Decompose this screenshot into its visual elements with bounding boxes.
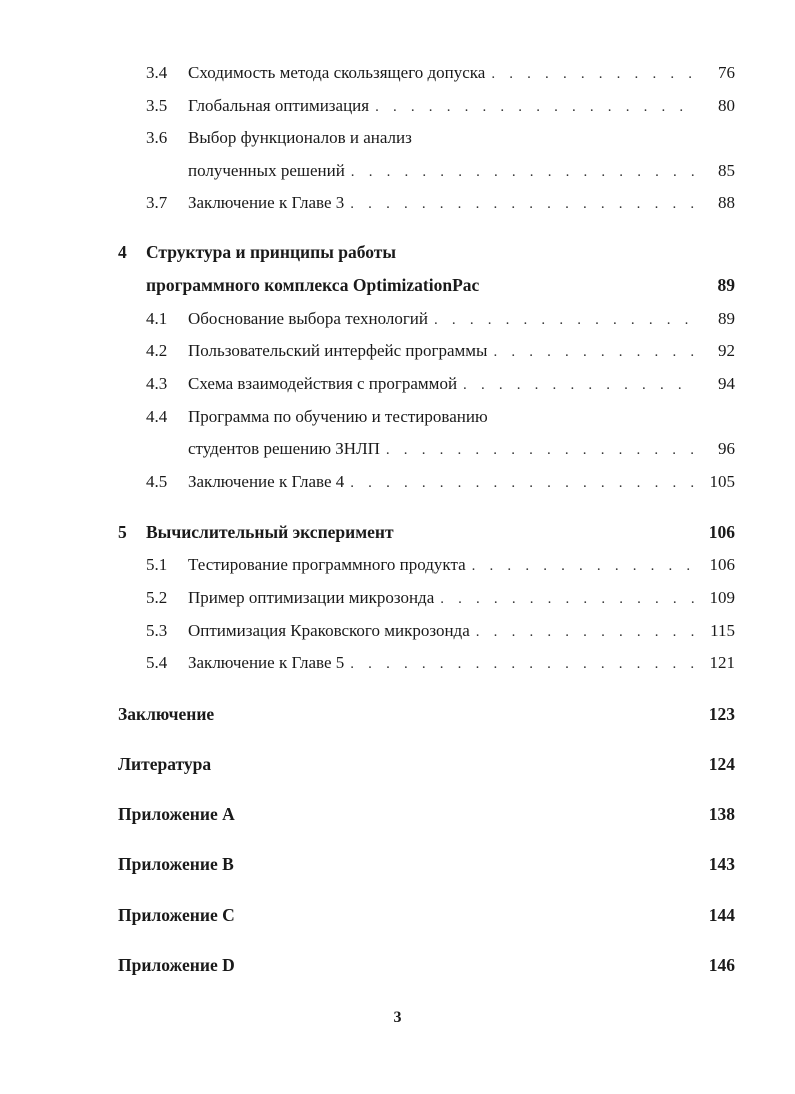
toc-conclusion[interactable] — [118, 703, 735, 725]
section-title: Заключение к Главе 5 — [188, 653, 345, 672]
toc-entry-3-6[interactable] — [118, 127, 735, 149]
section-title: Обоснование выбора технологий — [188, 309, 429, 328]
section-number: 4.4 — [146, 407, 168, 426]
toc-entry-4-5[interactable] — [118, 471, 735, 494]
dot-leader — [350, 653, 695, 675]
dot-leader — [350, 193, 695, 215]
page-number: 89 — [717, 275, 735, 295]
section-title: Пользовательский интерфейс программы — [188, 341, 488, 360]
section-number: 3.6 — [146, 128, 168, 147]
page-number: 123 — [708, 704, 735, 724]
toc-chapter-5[interactable] — [118, 521, 735, 543]
page-number: 92 — [718, 341, 735, 360]
section-title-line2: студентов решению ЗНЛП — [188, 439, 380, 458]
section-title: Пример оптимизации микрозонда — [188, 588, 435, 607]
page-number: 138 — [708, 804, 735, 824]
toc-entry-4-1[interactable] — [118, 308, 735, 331]
page-number: 85 — [718, 161, 735, 180]
chapter-title: Приложение D — [118, 955, 235, 975]
toc-entry-5-2[interactable] — [118, 587, 735, 610]
page-number: 76 — [718, 63, 735, 82]
page-number: 94 — [718, 374, 735, 393]
section-title-line1: Программа по обучению и тестированию — [188, 407, 488, 426]
chapter-title: Литература — [118, 754, 212, 774]
toc-entry-4-3[interactable] — [118, 373, 735, 396]
toc-chapter-4-cont[interactable] — [118, 274, 735, 296]
toc-entry-3-5[interactable] — [118, 95, 735, 118]
page-number: 124 — [708, 754, 735, 774]
toc-appendix-d[interactable] — [118, 954, 735, 976]
chapter-title: Вычислительный эксперимент — [146, 522, 394, 542]
chapter-title-line2: программного комплекса OptimizationPac — [146, 275, 480, 295]
section-title: Глобальная оптимизация — [188, 96, 370, 115]
dot-leader — [476, 621, 695, 643]
page-number: 105 — [709, 472, 735, 491]
page-number: 89 — [718, 309, 735, 328]
section-number: 4.5 — [146, 472, 168, 491]
page-number: 96 — [718, 439, 735, 458]
section-number: 3.4 — [146, 63, 168, 82]
section-title: Оптимизация Краковского микрозонда — [188, 621, 470, 640]
section-title: Заключение к Главе 3 — [188, 193, 345, 212]
toc-literature[interactable] — [118, 753, 735, 775]
toc-chapter-4[interactable] — [118, 241, 735, 263]
dot-leader — [351, 161, 695, 183]
page-number: 80 — [718, 96, 735, 115]
chapter-title: Приложение B — [118, 854, 234, 874]
toc-entry-4-4[interactable] — [118, 406, 735, 428]
section-number: 5.2 — [146, 588, 168, 607]
page-number: 109 — [709, 588, 735, 607]
chapter-title: Заключение — [118, 704, 215, 724]
section-title-line1: Выбор функционалов и анализ — [188, 128, 412, 147]
page-number: 144 — [708, 905, 735, 925]
page-number: 106 — [708, 522, 735, 542]
dot-leader — [493, 341, 695, 363]
toc-entry-5-3[interactable] — [118, 620, 735, 643]
toc-entry-4-4-cont[interactable] — [118, 438, 735, 461]
section-number: 3.7 — [146, 193, 168, 212]
page-number: 121 — [709, 653, 735, 672]
dot-leader — [386, 439, 695, 461]
page-number: 143 — [708, 854, 735, 874]
section-number: 5.4 — [146, 653, 168, 672]
page-number: 115 — [710, 621, 735, 640]
section-title-line2: полученных решений — [188, 161, 345, 180]
page-number: 146 — [708, 955, 735, 975]
section-title: Заключение к Главе 4 — [188, 472, 345, 491]
dot-leader — [434, 309, 695, 331]
section-title: Сходимость метода скользящего допуска — [188, 63, 486, 82]
toc-entry-4-2[interactable] — [118, 340, 735, 363]
toc-entry-5-1[interactable] — [118, 554, 735, 577]
dot-leader — [350, 472, 695, 494]
dot-leader — [375, 96, 695, 118]
section-number: 4.1 — [146, 309, 168, 328]
toc-entry-3-4[interactable] — [118, 62, 735, 85]
section-title: Схема взаимодействия с программой — [188, 374, 458, 393]
section-number: 5.3 — [146, 621, 168, 640]
toc-entry-3-7[interactable] — [118, 192, 735, 215]
section-number: 3.5 — [146, 96, 168, 115]
dot-leader — [491, 63, 695, 85]
page-footer-number: 3 — [393, 1009, 402, 1026]
toc-entry-3-6-cont[interactable] — [118, 160, 735, 183]
section-title: Тестирование программного продукта — [188, 555, 466, 574]
toc-appendix-a[interactable] — [118, 803, 735, 825]
page-number: 88 — [718, 193, 735, 212]
page-number: 106 — [709, 555, 735, 574]
chapter-title: Приложение C — [118, 905, 235, 925]
section-number: 5.1 — [146, 555, 168, 574]
chapter-number: 4 — [118, 242, 127, 262]
chapter-title: Приложение A — [118, 804, 235, 824]
dot-leader — [440, 588, 695, 610]
dot-leader — [472, 555, 695, 577]
toc-appendix-c[interactable] — [118, 904, 735, 926]
dot-leader — [463, 374, 695, 396]
chapter-title-line1: Структура и принципы работы — [146, 242, 397, 262]
toc-entry-5-4[interactable] — [118, 652, 735, 675]
chapter-number: 5 — [118, 522, 127, 542]
section-number: 4.2 — [146, 341, 168, 360]
table-of-contents — [118, 0, 735, 1094]
section-number: 4.3 — [146, 374, 168, 393]
toc-appendix-b[interactable] — [118, 853, 735, 875]
